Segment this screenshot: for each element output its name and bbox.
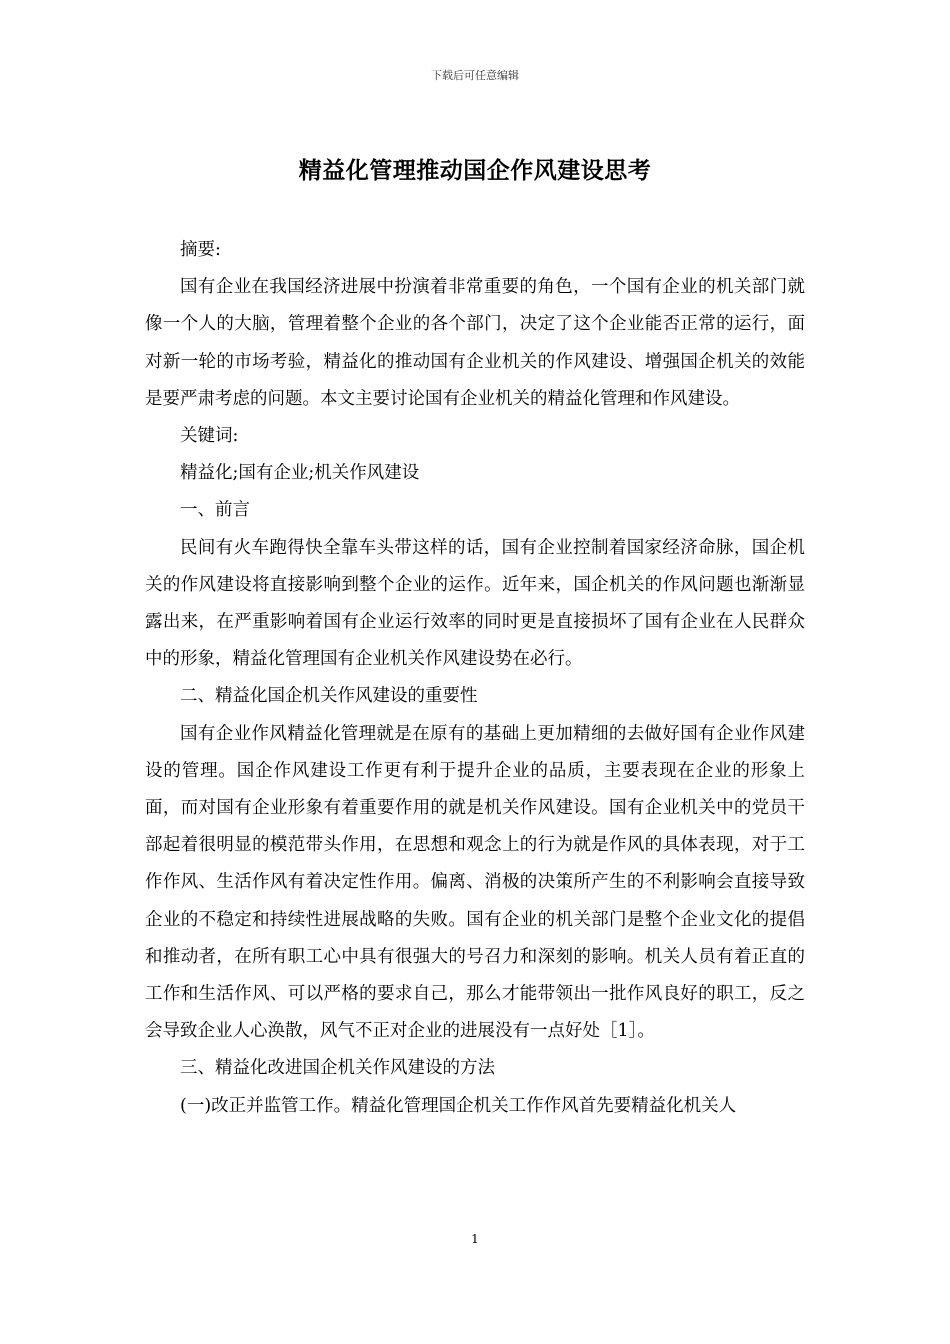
keywords-paragraph: 精益化;国有企业;机关作风建设 xyxy=(180,463,420,484)
page-number: 1 xyxy=(471,1232,479,1246)
section-3-paragraph: (一)改正并监管工作。精益化管理国企机关工作作风首先要精益化机关人 xyxy=(180,1095,737,1116)
document-body xyxy=(145,232,805,1125)
keywords-label: 关键词: xyxy=(180,426,239,447)
section-1-paragraph: 民间有火车跑得快全靠车头带这样的话，国有企业控制着国家经济命脉，国企机关的作风建设将直接影响到整个企业的运作。近年来，国企机关的作风问题也渐渐显露出来，在严重影响着国有企业运行效率的同时更是直接损坏了国有企业在人民群众中的形象，精益化管理国有企业机关作风建设势在必行。 xyxy=(145,537,805,670)
section-2-paragraph: 国有企业作风精益化管理就是在原有的基础上更加精细的去做好国有企业作风建设的管理。国企作风建设工作更有利于提升企业的品质，主要表现在企业的形象上面，而对国有企业形象有着重要作用的就是机关作风建设。国有企业机关中的党员干部起着很明显的模范带头作用，在思想和观念上的行为就是作风的具体表现，对于工作作风、生活作风有着决定性作用。偏离、消极的决策所产生的不利影响会直接导致企业的不稳定和持续性进展战略的失败。国有企业的机关部门是整个企业文化的提倡和推动者，在所有职工心中具有很强大的号召力和深刻的影响。机关人员有着正直的工作和生活作风、可以严格的要求自己，那么才能带领出一批作风良好的职工，反之会导致企业人心涣散，风气不正对企业的进展没有一点好处［1］。 xyxy=(145,723,805,1042)
document-title: 精益化管理推动国企作风建设思考 xyxy=(298,157,652,184)
section-heading-1: 一、前言 xyxy=(180,500,250,521)
section-heading-2: 二、精益化国企机关作风建设的重要性 xyxy=(180,686,478,707)
section-heading-3: 三、精益化改进国企机关作风建设的方法 xyxy=(180,1058,495,1079)
abstract-paragraph: 国有企业在我国经济进展中扮演着非常重要的角色，一个国有企业的机关部门就像一个人的大脑，管理着整个企业的各个部门，决定了这个企业能否正常的运行，面对新一轮的市场考验，精益化的推动国有企业机关的作风建设、增强国企机关的效能是要严肃考虑的问题。本文主要讨论国有企业机关的精益化管理和作风建设。 xyxy=(145,277,805,409)
header-note: 下载后可任意编辑 xyxy=(431,69,519,82)
abstract-label: 摘要: xyxy=(180,240,221,260)
